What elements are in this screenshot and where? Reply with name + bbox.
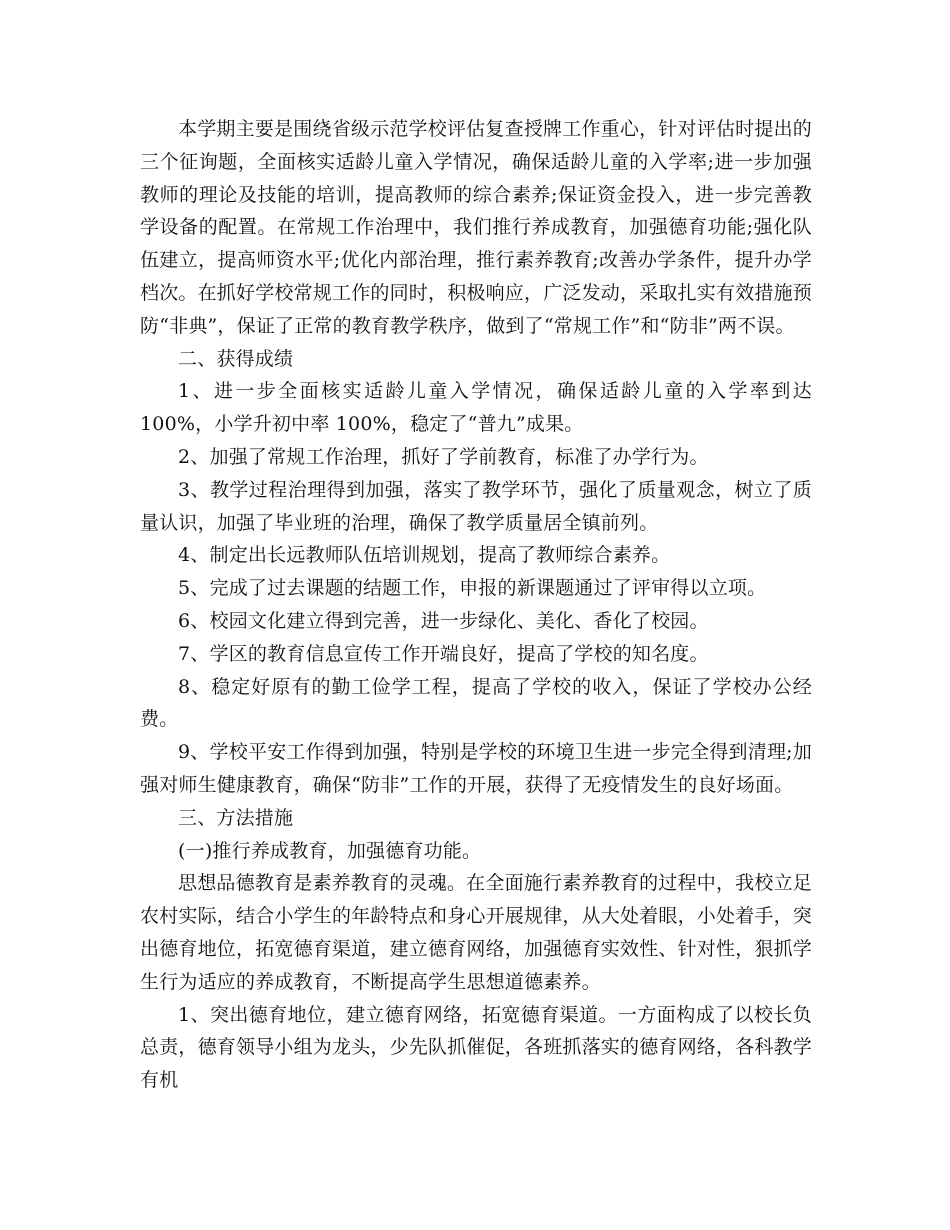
list-item: 6、校园文化建立得到完善，进一步绿化、美化、香化了校园。 <box>178 609 709 632</box>
list-item: 7、学区的教育信息宣传工作开端良好，提高了学校的知名度。 <box>178 642 709 665</box>
list-item: 9、学校平安工作得到加强，特别是学校的环境卫生进一步完全得到清理;加强对师生健康教育，确保“防非”工作的开展，获得了无疫情发生的良好场面。 <box>140 741 812 796</box>
list-item: 3、教学过程治理得到加强，落实了教学环节，强化了质量观念，树立了质量认识，加强了毕业班的治理，确保了教学质量居全镇前列。 <box>140 478 812 534</box>
section-heading-methods: 三、方法措施 <box>178 806 294 829</box>
paragraph-intro: 本学期主要是围绕省级示范学校评估复查授牌工作重心，针对评估时提出的三个征询题，全面核实适龄儿童入学情况，确保适龄儿童的入学率;进一步加强教师的理论及技能的培训，提高教师的综合素养;保证资金投入，进一步完善教学设备的配置。在常规工作治理中，我们推行养成教育，加强德育功能;强化队伍建立，提高师资水平;优化内部治理，推行素养教育;改善办学条件，提升办学档次。在抓好学校常规工作的同时，积极响应，广泛发动，采取扎实有效措施预防“非典”，保证了正常的教育教学秩序，做到了“常规工作”和“防非”两不误。 <box>140 118 813 337</box>
list-item: 5、完成了过去课题的结题工作，申报的新课题通过了评审得以立项。 <box>178 577 767 600</box>
list-item: 1、进一步全面核实适龄儿童入学情况，确保适龄儿童的入学率到达 100%，小学升初中率 100%，稳定了“普九”成果。 <box>140 380 812 436</box>
list-item: 1、突出德育地位，建立德育网络，拓宽德育渠道。一方面构成了以校长负总责，德育领导小组为龙头，少先队抓催促，各班抓落实的德育网络，各科教学有机 <box>140 1003 813 1092</box>
paragraph-moral-education: 思想品德教育是素养教育的灵魂。在全面施行素养教育的过程中，我校立足农村实际，结合小学生的年龄特点和身心开展规律，从大处着眼，小处着手，突出德育地位，拓宽德育渠道，建立德育网络，加强德育实效性、针对性，狠抓学生行为适应的养成教育，不断提高学生思想道德素养。 <box>140 872 813 993</box>
list-item: 4、制定出长远教师队伍培训规划，提高了教师综合素养。 <box>178 544 671 567</box>
list-item: 2、加强了常规工作治理，抓好了学前教育，标准了办学行为。 <box>178 445 709 468</box>
section-heading-achievements: 二、获得成绩 <box>178 347 294 370</box>
document-body <box>140 113 812 1097</box>
list-item: 8、稳定好原有的勤工俭学工程，提高了学校的收入，保证了学校办公经费。 <box>140 675 812 731</box>
subsection-heading: (一)推行养成教育，加强德育功能。 <box>178 839 482 862</box>
